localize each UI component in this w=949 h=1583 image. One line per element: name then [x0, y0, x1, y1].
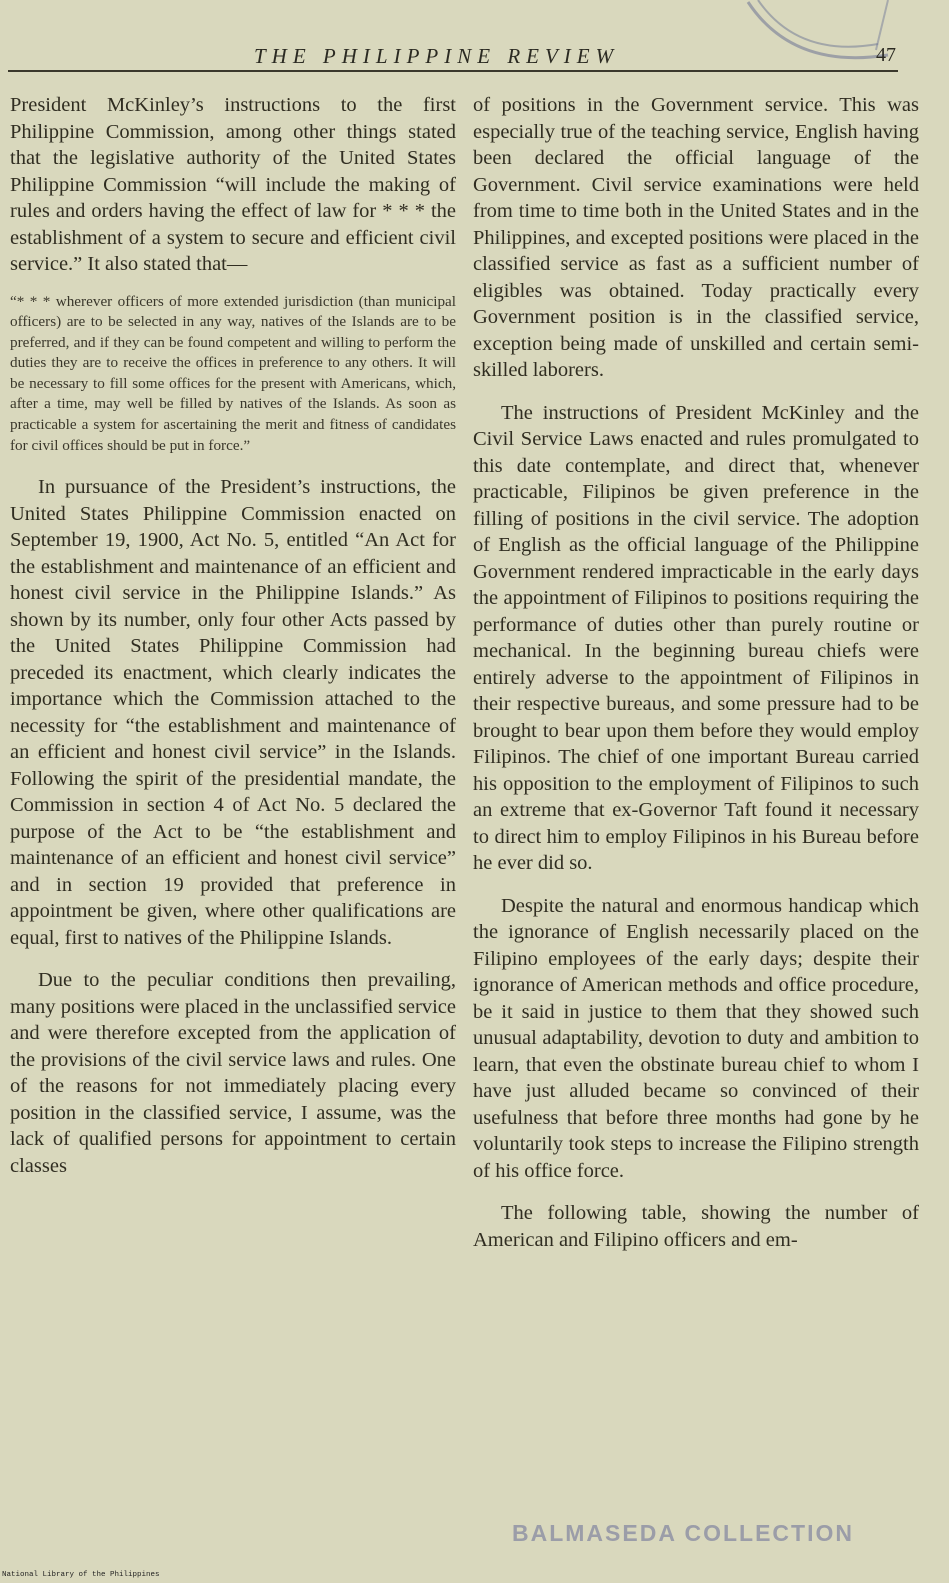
- paragraph: The instructions of President McKinley and the Civil Service Laws enacted and rules promulgated to this date contemplate, and direct that, whenever practicable, Filipinos be given preference in the filling of positions in the civil service. The adoption of English as the official language of the Philippine Government rendered impracticable in the early days the appointment of Filipinos to positions requiring the performance of duties other than purely routine or mechanical. In the beginning bureau chiefs were entirely adverse to the appointment of Filipinos in their respective bureaus, and some pressure had to be brought to bear upon them before they would employ Filipinos. The chief of one important Bureau carried his opposition to the employment of Filipinos to such an extreme that ex-Governor Taft found it necessary to direct him to employ Filipinos in his Bureau before he ever did so.: [473, 401, 919, 874]
- header-divider: [8, 70, 898, 72]
- library-credit: National Library of the Philippines: [2, 1571, 160, 1579]
- collection-watermark: BALMASEDA COLLECTION: [512, 1520, 854, 1546]
- paragraph: The following table, showing the number of American and Filipino officers and em-: [473, 1202, 919, 1251]
- paragraph: In pursuance of the President’s instructions, the United States Philippine Commission enacted on September 19, 1900, Act No. 5, entitled “An Act for the establishment and maintenance of an efficient and honest civil service in the Philippine Islands.” As shown by its number, only four other Acts passed by the United States Philippine Commission had preceded its enactment, which clearly indicates the importance which the Commission attached to the necessity for “the establishment and maintenance of an efficient and honest civil service” in the Islands. Following the spirit of the presidential mandate, the Commission in section 4 of Act No. 5 declared the purpose of the Act to be “the establishment and maintenance of an efficient and honest civil service” and in section 19 provided that preference in appointment be given, where other qualifications are equal, first to natives of the Philippine Islands.: [10, 476, 456, 949]
- paragraph: of positions in the Government service. This was especially true of the teaching service, English having been declared the official language of the Government. Civil service examinations were held from time to time both in the United States and in the Philippines, and excepted positions were placed in the classified service as fast as a sufficient number of eligibles was obtained. Today practically every Government position is in the classified service, exception being made of unskilled and certain semi-skilled laborers.: [473, 94, 919, 381]
- paragraph: President McKinley’s instructions to the first Philippine Commission, among other things stated that the legislative authority of the United States Philippine Commission “will include the making of rules and orders having the effect of law for * * * the establishment of a system to secure and efficient civil service.” It also stated that—: [10, 94, 456, 275]
- right-column: [473, 92, 919, 1263]
- paragraph: Despite the natural and enormous handicap which the ignorance of English necessarily placed on the Filipino employees of the early days; despite their ignorance of American methods and office procedure, be it said in justice to them that they showed such unusual adaptability, devotion to duty and ambition to learn, that even the obstinate bureau chief to whom I have just alluded became so convinced of their usefulness that before three months had gone by he voluntarily took steps to increase the Filipino strength of his office force.: [473, 894, 919, 1182]
- left-column: [10, 92, 456, 1189]
- block-quote: “* * * wherever officers of more extended jurisdiction (than municipal officers) are to be selected in any way, natives of the Islands are to be preferred, and if they can be found competent and willing to perform the duties they are to receive the offices in preference to any others. It will be necessary to fill some offices for the present with Americans, which, after a time, may well be filled by natives of the Islands. As soon as practicable a system for ascertaining the merit and fitness of candidates for civil offices should be put in force.”: [10, 292, 456, 454]
- paragraph: Due to the peculiar conditions then prevailing, many positions were placed in the unclassified service and were therefore excepted from the application of the provisions of the civil service laws and rules. One of the reasons for not immediately placing every position in the classified service, I assume, was the lack of qualified persons for appointment to certain classes: [10, 969, 456, 1177]
- page-number: 47: [876, 44, 896, 66]
- running-header-title: THE PHILIPPINE REVIEW: [254, 44, 620, 68]
